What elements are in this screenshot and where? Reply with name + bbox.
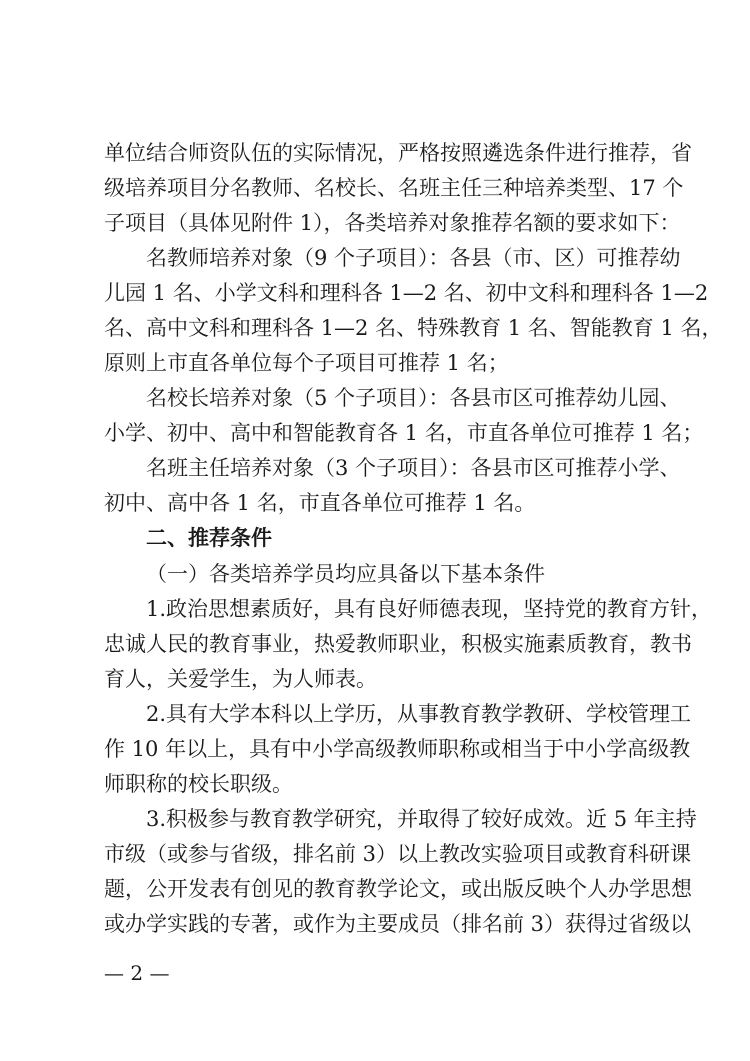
paragraph-line: 初中、高中各 1 名，市直各单位可推荐 1 名。: [104, 491, 536, 516]
paragraph-line: 名校长培养对象（5 个子项目）：各县市区可推荐幼儿园、: [146, 386, 681, 411]
paragraph-line: 原则上市直各单位每个子项目可推荐 1 名；: [104, 351, 509, 376]
paragraph-line: 级培养项目分名教师、名校长、名班主任三种培养类型、17 个: [104, 176, 684, 201]
paragraph-line: 市级（或参与省级，排名前 3）以上教改实验项目或教育科研课: [104, 841, 692, 866]
paragraph-line: 名教师培养对象（9 个子项目）：各县（市、区）可推荐幼: [146, 246, 681, 271]
paragraph-line: 儿园 1 名、小学文科和理科各 1—2 名、初中文科和理科各 1—2: [104, 281, 709, 306]
paragraph-line: 或办学实践的专著，或作为主要成员（排名前 3）获得过省级以: [104, 911, 692, 936]
paragraph-line: 名班主任培养对象（3 个子项目）：各县市区可推荐小学、: [146, 456, 681, 481]
paragraph-line: 3.积极参与教育教学研究，并取得了较好成效。近 5 年主持: [146, 806, 697, 831]
paragraph-line: 小学、初中、高中和智能教育各 1 名，市直各单位可推荐 1 名；: [104, 421, 704, 446]
paragraph-line: 1.政治思想素质好，具有良好师德表现，坚持党的教育方针，: [146, 596, 713, 621]
paragraph-line: 2.具有大学本科以上学历，从事教育教学教研、学校管理工: [146, 701, 692, 726]
paragraph-line: 子项目（具体见附件 1），各类培养对象推荐名额的要求如下：: [104, 211, 681, 236]
paragraph-line: 名、高中文科和理科各 1—2 名、特殊教育 1 名、智能教育 1 名，: [104, 316, 723, 341]
paragraph-line: 师职称的校长职级。: [104, 771, 293, 796]
paragraph-line: 忠诚人民的教育事业，热爱教师职业，积极实施素质教育，教书: [104, 631, 692, 656]
section-heading: 二、推荐条件: [146, 526, 272, 551]
paragraph-line: 育人，关爱学生，为人师表。: [104, 666, 377, 691]
page-number: — 2 —: [104, 961, 170, 985]
paragraph-line: 题，公开发表有创见的教育教学论文，或出版反映个人办学思想: [104, 876, 692, 901]
paragraph-line: 作 10 年以上，具有中小学高级教师职称或相当于中小学高级教: [104, 736, 691, 761]
paragraph-line: 单位结合师资队伍的实际情况，严格按照遴选条件进行推荐，省: [104, 141, 692, 165]
subsection-heading: （一）各类培养学员均应具备以下基本条件: [146, 561, 545, 586]
